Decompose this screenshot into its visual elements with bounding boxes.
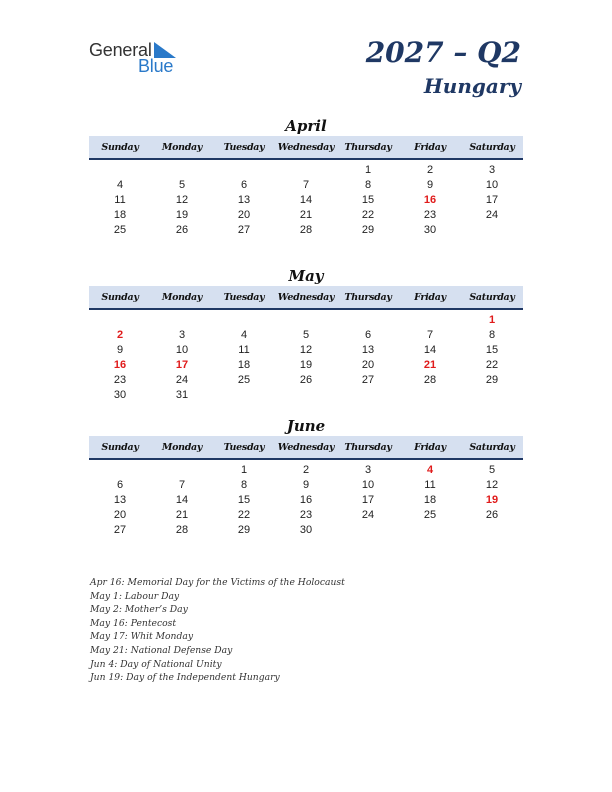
day-cell: 5 bbox=[178, 178, 186, 191]
day-cell: 29 bbox=[361, 223, 375, 236]
weekday-label: Thursday bbox=[344, 141, 392, 153]
day-cell: 10 bbox=[485, 178, 499, 191]
day-cell: 13 bbox=[237, 193, 251, 206]
week-row bbox=[89, 462, 523, 477]
day-cell: 9 bbox=[116, 343, 124, 356]
day-cell: 13 bbox=[113, 493, 127, 506]
holiday-entry: May 21: National Defense Day bbox=[90, 644, 233, 656]
week-row bbox=[89, 507, 523, 522]
day-cell-holiday: 2 bbox=[116, 328, 124, 341]
week-row bbox=[89, 207, 523, 222]
day-cell: 22 bbox=[485, 358, 499, 371]
day-cell: 28 bbox=[423, 373, 437, 386]
day-cell: 19 bbox=[299, 358, 313, 371]
holiday-entry: May 16: Pentecost bbox=[90, 617, 177, 629]
weekday-header-row bbox=[89, 436, 523, 460]
day-cell: 17 bbox=[485, 193, 499, 206]
day-cell: 8 bbox=[240, 478, 248, 491]
day-cell: 22 bbox=[237, 508, 251, 521]
day-cell: 30 bbox=[423, 223, 437, 236]
month-april bbox=[89, 116, 523, 237]
day-cell: 8 bbox=[364, 178, 372, 191]
quarter-title: 2027 – Q2 bbox=[365, 36, 521, 69]
month-name: April bbox=[285, 117, 327, 135]
week-row bbox=[89, 162, 523, 177]
day-cell: 16 bbox=[299, 493, 313, 506]
week-row bbox=[89, 327, 523, 342]
month-june bbox=[89, 416, 523, 537]
day-cell-holiday: 17 bbox=[175, 358, 189, 371]
month-name: May bbox=[288, 267, 324, 285]
day-cell-holiday: 21 bbox=[423, 358, 437, 371]
day-cell: 19 bbox=[175, 208, 189, 221]
day-cell: 20 bbox=[113, 508, 127, 521]
day-cell: 2 bbox=[302, 463, 310, 476]
day-cell: 11 bbox=[238, 343, 250, 356]
weekday-label: Friday bbox=[414, 441, 446, 453]
day-cell-holiday: 1 bbox=[488, 313, 496, 326]
day-cell: 11 bbox=[424, 478, 436, 491]
weekday-label: Thursday bbox=[344, 291, 392, 303]
week-row bbox=[89, 342, 523, 357]
month-name: June bbox=[286, 417, 326, 435]
holiday-entry: Jun 19: Day of the Independent Hungary bbox=[90, 672, 280, 684]
day-cell: 18 bbox=[113, 208, 127, 221]
day-cell: 20 bbox=[237, 208, 251, 221]
day-cell: 1 bbox=[240, 463, 248, 476]
day-cell: 24 bbox=[361, 508, 375, 521]
day-cell-holiday: 19 bbox=[485, 493, 499, 506]
day-cell: 12 bbox=[175, 193, 189, 206]
day-cell: 3 bbox=[364, 463, 372, 476]
day-cell: 25 bbox=[237, 373, 251, 386]
week-row bbox=[89, 522, 523, 537]
day-cell: 30 bbox=[299, 523, 313, 536]
weekday-label: Friday bbox=[414, 141, 446, 153]
day-cell: 24 bbox=[175, 373, 189, 386]
day-cell: 3 bbox=[178, 328, 186, 341]
week-row bbox=[89, 372, 523, 387]
day-cell: 23 bbox=[423, 208, 437, 221]
day-cell: 1 bbox=[364, 163, 372, 176]
logo-blue-text: Blue bbox=[138, 56, 174, 76]
week-row bbox=[89, 177, 523, 192]
weekday-label: Monday bbox=[161, 441, 203, 453]
week-row bbox=[89, 312, 523, 327]
day-cell: 27 bbox=[113, 523, 127, 536]
day-cell: 22 bbox=[361, 208, 375, 221]
day-cell: 2 bbox=[426, 163, 434, 176]
day-cell: 6 bbox=[240, 178, 248, 191]
weekday-label: Wednesday bbox=[277, 441, 335, 453]
country-title: Hungary bbox=[423, 74, 521, 98]
day-cell-holiday: 16 bbox=[113, 358, 127, 371]
day-cell: 3 bbox=[488, 163, 496, 176]
day-cell: 29 bbox=[237, 523, 251, 536]
weekday-label: Friday bbox=[414, 291, 446, 303]
day-cell: 12 bbox=[299, 343, 313, 356]
day-cell: 14 bbox=[175, 493, 189, 506]
holiday-entry: Apr 16: Memorial Day for the Victims of the Holocaust bbox=[90, 577, 345, 588]
day-cell: 11 bbox=[114, 193, 126, 206]
day-cell: 21 bbox=[299, 208, 313, 221]
holiday-entry: May 2: Mother’s Day bbox=[90, 604, 188, 616]
holiday-entry: May 17: Whit Monday bbox=[90, 631, 194, 643]
day-cell: 24 bbox=[485, 208, 499, 221]
day-cell: 15 bbox=[361, 193, 375, 206]
weekday-label: Saturday bbox=[469, 141, 515, 153]
weekday-label: Tuesday bbox=[223, 291, 265, 303]
day-cell: 6 bbox=[116, 478, 124, 491]
day-cell: 9 bbox=[302, 478, 310, 491]
day-cell: 7 bbox=[302, 178, 310, 191]
day-cell: 6 bbox=[364, 328, 372, 341]
day-cell: 14 bbox=[423, 343, 437, 356]
day-cell: 23 bbox=[113, 373, 127, 386]
day-cell: 4 bbox=[240, 328, 248, 341]
day-cell: 26 bbox=[485, 508, 499, 521]
day-cell: 26 bbox=[175, 223, 189, 236]
day-cell: 5 bbox=[302, 328, 310, 341]
week-row bbox=[89, 492, 523, 507]
weekday-label: Sunday bbox=[101, 291, 139, 303]
day-cell: 18 bbox=[423, 493, 437, 506]
weekday-label: Saturday bbox=[469, 441, 515, 453]
day-cell: 10 bbox=[175, 343, 189, 356]
day-cell: 26 bbox=[299, 373, 313, 386]
day-cell: 8 bbox=[488, 328, 496, 341]
day-cell: 9 bbox=[426, 178, 434, 191]
day-cell: 15 bbox=[485, 343, 499, 356]
day-cell: 27 bbox=[361, 373, 375, 386]
day-cell: 31 bbox=[175, 388, 189, 401]
day-cell: 30 bbox=[113, 388, 127, 401]
day-cell: 7 bbox=[178, 478, 186, 491]
day-cell: 18 bbox=[237, 358, 251, 371]
weekday-label: Sunday bbox=[101, 441, 139, 453]
day-cell: 27 bbox=[237, 223, 251, 236]
day-cell: 29 bbox=[485, 373, 499, 386]
day-cell: 5 bbox=[488, 463, 496, 476]
day-cell: 7 bbox=[426, 328, 434, 341]
day-cell-holiday: 4 bbox=[426, 463, 434, 476]
weekday-header-row bbox=[89, 286, 523, 310]
month-may bbox=[89, 266, 523, 402]
weekday-label: Monday bbox=[161, 291, 203, 303]
logo-general-text: General bbox=[89, 40, 152, 60]
week-row bbox=[89, 477, 523, 492]
day-cell: 21 bbox=[175, 508, 189, 521]
holiday-entry: Jun 4: Day of National Unity bbox=[90, 658, 222, 670]
day-cell: 23 bbox=[299, 508, 313, 521]
holiday-entry: May 1: Labour Day bbox=[90, 590, 180, 602]
week-row bbox=[89, 192, 523, 207]
generalblue-logo bbox=[89, 40, 199, 76]
day-cell-holiday: 16 bbox=[423, 193, 437, 206]
weekday-label: Thursday bbox=[344, 441, 392, 453]
day-cell: 13 bbox=[361, 343, 375, 356]
day-cell: 28 bbox=[299, 223, 313, 236]
day-cell: 15 bbox=[237, 493, 251, 506]
weekday-label: Tuesday bbox=[223, 141, 265, 153]
day-cell: 12 bbox=[485, 478, 499, 491]
day-cell: 17 bbox=[361, 493, 375, 506]
weekday-label: Tuesday bbox=[223, 441, 265, 453]
day-cell: 25 bbox=[113, 223, 127, 236]
weekday-label: Wednesday bbox=[277, 141, 335, 153]
day-cell: 28 bbox=[175, 523, 189, 536]
weekday-label: Saturday bbox=[469, 291, 515, 303]
day-cell: 4 bbox=[116, 178, 124, 191]
day-cell: 25 bbox=[423, 508, 437, 521]
day-cell: 14 bbox=[299, 193, 313, 206]
holiday-list bbox=[90, 576, 345, 685]
day-cell: 10 bbox=[361, 478, 375, 491]
weekday-label: Monday bbox=[161, 141, 203, 153]
week-row bbox=[89, 357, 523, 372]
week-row bbox=[89, 222, 523, 237]
weekday-label: Wednesday bbox=[277, 291, 335, 303]
day-cell: 20 bbox=[361, 358, 375, 371]
weekday-label: Sunday bbox=[101, 141, 139, 153]
week-row bbox=[89, 387, 523, 402]
weekday-header-row bbox=[89, 136, 523, 160]
